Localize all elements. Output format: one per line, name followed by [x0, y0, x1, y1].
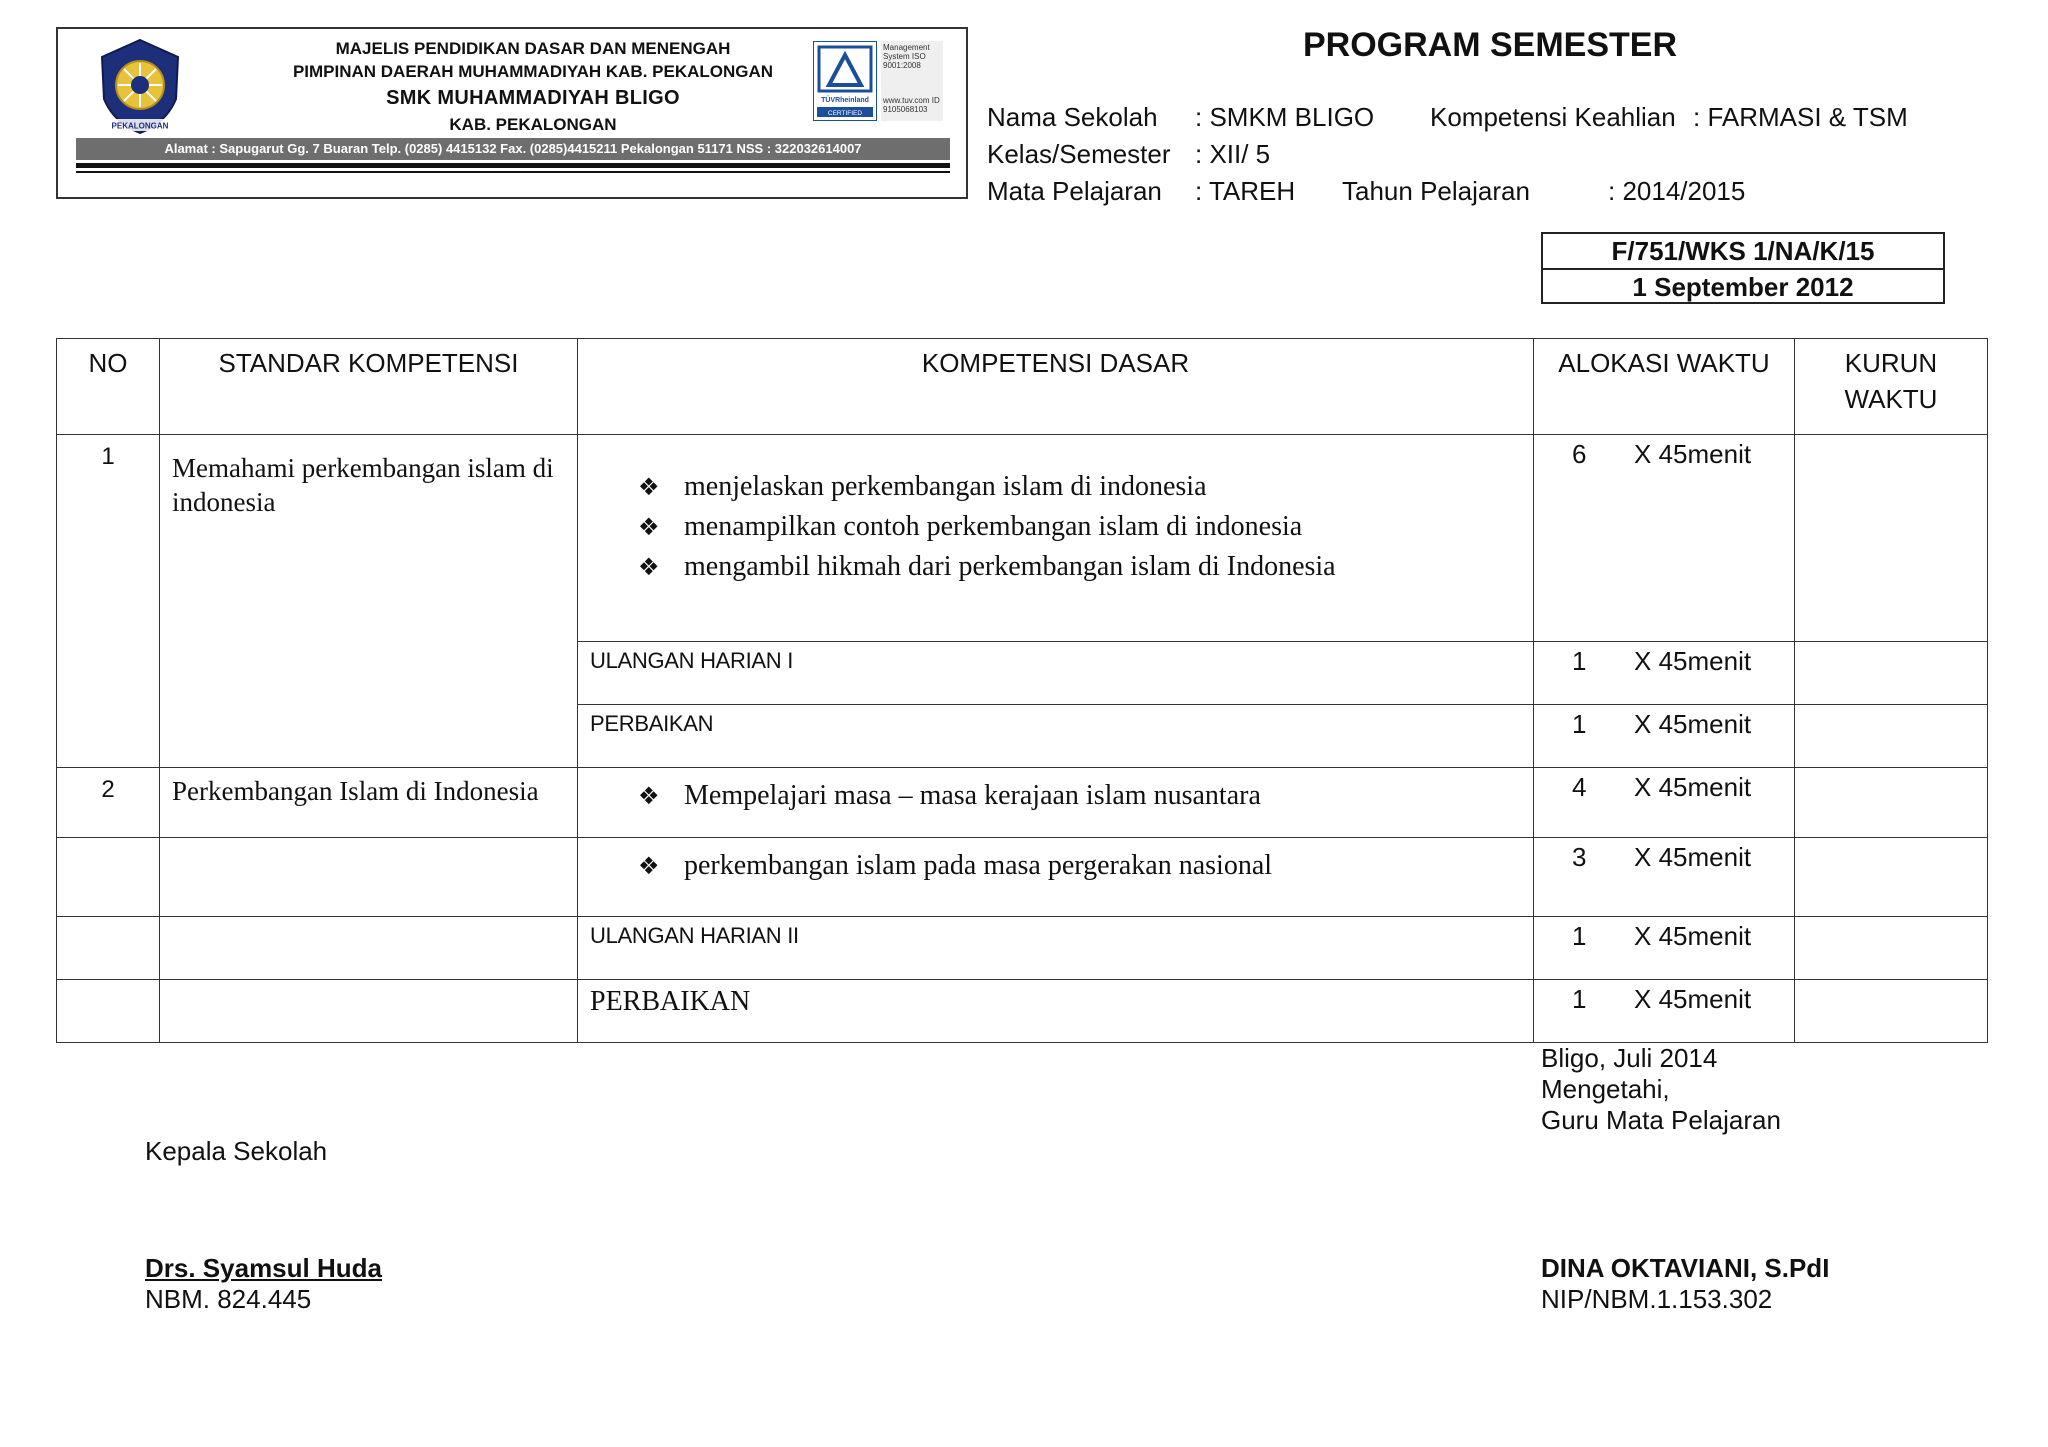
row-kurun [1795, 435, 1988, 642]
table-header-row [57, 339, 1988, 435]
kompetensi-value: : FARMASI & TSM [1693, 102, 1908, 132]
form-code: F/751/WKS 1/NA/K/15 [1611, 236, 1875, 266]
row-alokasi: 1 X 45menit [1534, 980, 1795, 1043]
list-item: ❖ menampilkan contoh perkembangan islam di indonesia [638, 507, 1533, 547]
row-no: 2 [57, 768, 160, 838]
header-no: NO [57, 339, 160, 435]
list-item: ❖ Mempelajari masa – masa kerajaan islam nusantara [638, 776, 1533, 816]
letterhead-line-1: MAJELIS PENDIDIKAN DASAR DAN MENENGAH [335, 39, 731, 58]
left-signatory-id: NBM. 824.445 [145, 1284, 312, 1314]
sk-text: Memahami perkembangan islam di indonesia [172, 453, 554, 517]
cert-info-top: Management System ISO 9001:2008 [883, 43, 930, 70]
cert-info-panel [881, 41, 943, 121]
row-standar-kompetensi [160, 435, 578, 768]
row-alokasi: 1 X 45menit [1534, 917, 1795, 980]
left-signatory-title: Kepala Sekolah [145, 1136, 328, 1166]
row-no [57, 917, 160, 980]
table-row [57, 917, 1988, 980]
row-alokasi: 1 X 45menit [1534, 705, 1795, 768]
header-kompetensi-dasar: KOMPETENSI DASAR [578, 339, 1534, 435]
table-row [57, 980, 1988, 1043]
list-item: ❖ perkembangan islam pada masa pergerakan nasional [638, 846, 1533, 886]
letterhead [56, 27, 968, 199]
right-signatory-title: Guru Mata Pelajaran [1541, 1105, 1781, 1135]
row-standar-kompetensi [160, 917, 578, 980]
letterhead-school-name: SMK MUHAMMADIYAH BLIGO [386, 87, 680, 109]
mengetahui-label: Mengetahi, [1541, 1074, 1670, 1104]
row-kompetensi-dasar [578, 768, 1534, 838]
row-kompetensi-dasar: ULANGAN HARIAN I [578, 642, 1534, 705]
table-row [57, 838, 1988, 917]
form-code-box [1541, 232, 1945, 304]
form-date: 1 September 2012 [1543, 268, 1943, 304]
tuv-certification-logo [813, 41, 877, 121]
row-kompetensi-dasar: PERBAIKAN [578, 705, 1534, 768]
bullet-icon: ❖ [638, 513, 660, 541]
kelas-value: : XII/ 5 [1195, 139, 1271, 169]
row-alokasi: 4 X 45menit [1534, 768, 1795, 838]
row-kompetensi-dasar: ULANGAN HARIAN II [578, 917, 1534, 980]
row-no [57, 980, 160, 1043]
logo-caption: PEKALONGAN [111, 121, 169, 131]
row-no: 1 [57, 435, 160, 768]
row-standar-kompetensi: Perkembangan Islam di Indonesia [160, 768, 578, 838]
row-alokasi: 6 X 45menit [1534, 435, 1795, 642]
row-standar-kompetensi [160, 980, 578, 1043]
right-signatory-name: DINA OKTAVIANI, S.PdI [1541, 1253, 1830, 1283]
bullet-icon: ❖ [638, 782, 660, 810]
row-kurun [1795, 917, 1988, 980]
letterhead-rule-thick [76, 163, 950, 168]
row-alokasi: 3 X 45menit [1534, 838, 1795, 917]
header-standar-kompetensi: STANDAR KOMPETENSI [160, 339, 578, 435]
kd-list [638, 467, 1533, 587]
row-kurun [1795, 705, 1988, 768]
tuv-brand: TÜVRheinland [821, 97, 869, 104]
row-standar-kompetensi [160, 838, 578, 917]
table-row [57, 435, 1988, 642]
right-signatory-id: NIP/NBM.1.153.302 [1541, 1284, 1773, 1314]
program-table [56, 338, 1988, 1043]
nama-sekolah-label: Nama Sekolah [987, 102, 1158, 132]
school-logo [96, 37, 184, 137]
bullet-icon: ❖ [638, 473, 660, 501]
address-bar: Alamat : Sapugarut Gg. 7 Buaran Telp. (0285) 4415132 Fax. (0285)4415211 Pekalongan 51171 NSS : 322032614007 [76, 138, 950, 160]
mapel-label: Mata Pelajaran [987, 176, 1162, 206]
table-row [57, 768, 1988, 838]
header-kurun-waktu: KURUN WAKTU [1795, 339, 1988, 435]
row-kurun [1795, 980, 1988, 1043]
header-alokasi-waktu: ALOKASI WAKTU [1534, 339, 1795, 435]
list-item: ❖ menjelaskan perkembangan islam di indonesia [638, 467, 1533, 507]
cert-info-bottom: www.tuv.com ID 9105068103 [883, 96, 940, 114]
letterhead-rule-thin [76, 171, 950, 173]
tuv-badge: CERTIFIED [827, 110, 863, 117]
page-title: PROGRAM SEMESTER [1302, 26, 1678, 64]
row-kurun [1795, 642, 1988, 705]
row-no [57, 838, 160, 917]
tahun-label: Tahun Pelajaran [1342, 176, 1530, 206]
mapel-value: : TAREH [1195, 176, 1296, 206]
row-kompetensi-dasar [578, 435, 1534, 642]
bullet-icon: ❖ [638, 852, 660, 880]
row-kompetensi-dasar [578, 838, 1534, 917]
kelas-label: Kelas/Semester [987, 139, 1171, 169]
place-date: Bligo, Juli 2014 [1541, 1043, 1718, 1073]
row-alokasi: 1 X 45menit [1534, 642, 1795, 705]
nama-sekolah-value: : SMKM BLIGO [1195, 102, 1375, 132]
kompetensi-label: Kompetensi Keahlian [1430, 102, 1676, 132]
row-kompetensi-dasar: PERBAIKAN [578, 980, 1534, 1043]
bullet-icon: ❖ [638, 553, 660, 581]
letterhead-line-4: KAB. PEKALONGAN [449, 115, 617, 134]
letterhead-line-2: PIMPINAN DAERAH MUHAMMADIYAH KAB. PEKALONGAN [292, 62, 774, 81]
row-kurun [1795, 838, 1988, 917]
tahun-value: : 2014/2015 [1608, 176, 1746, 206]
left-signatory-name: Drs. Syamsul Huda [145, 1253, 382, 1283]
row-kurun [1795, 768, 1988, 838]
list-item: ❖ mengambil hikmah dari perkembangan islam di Indonesia [638, 547, 1533, 587]
